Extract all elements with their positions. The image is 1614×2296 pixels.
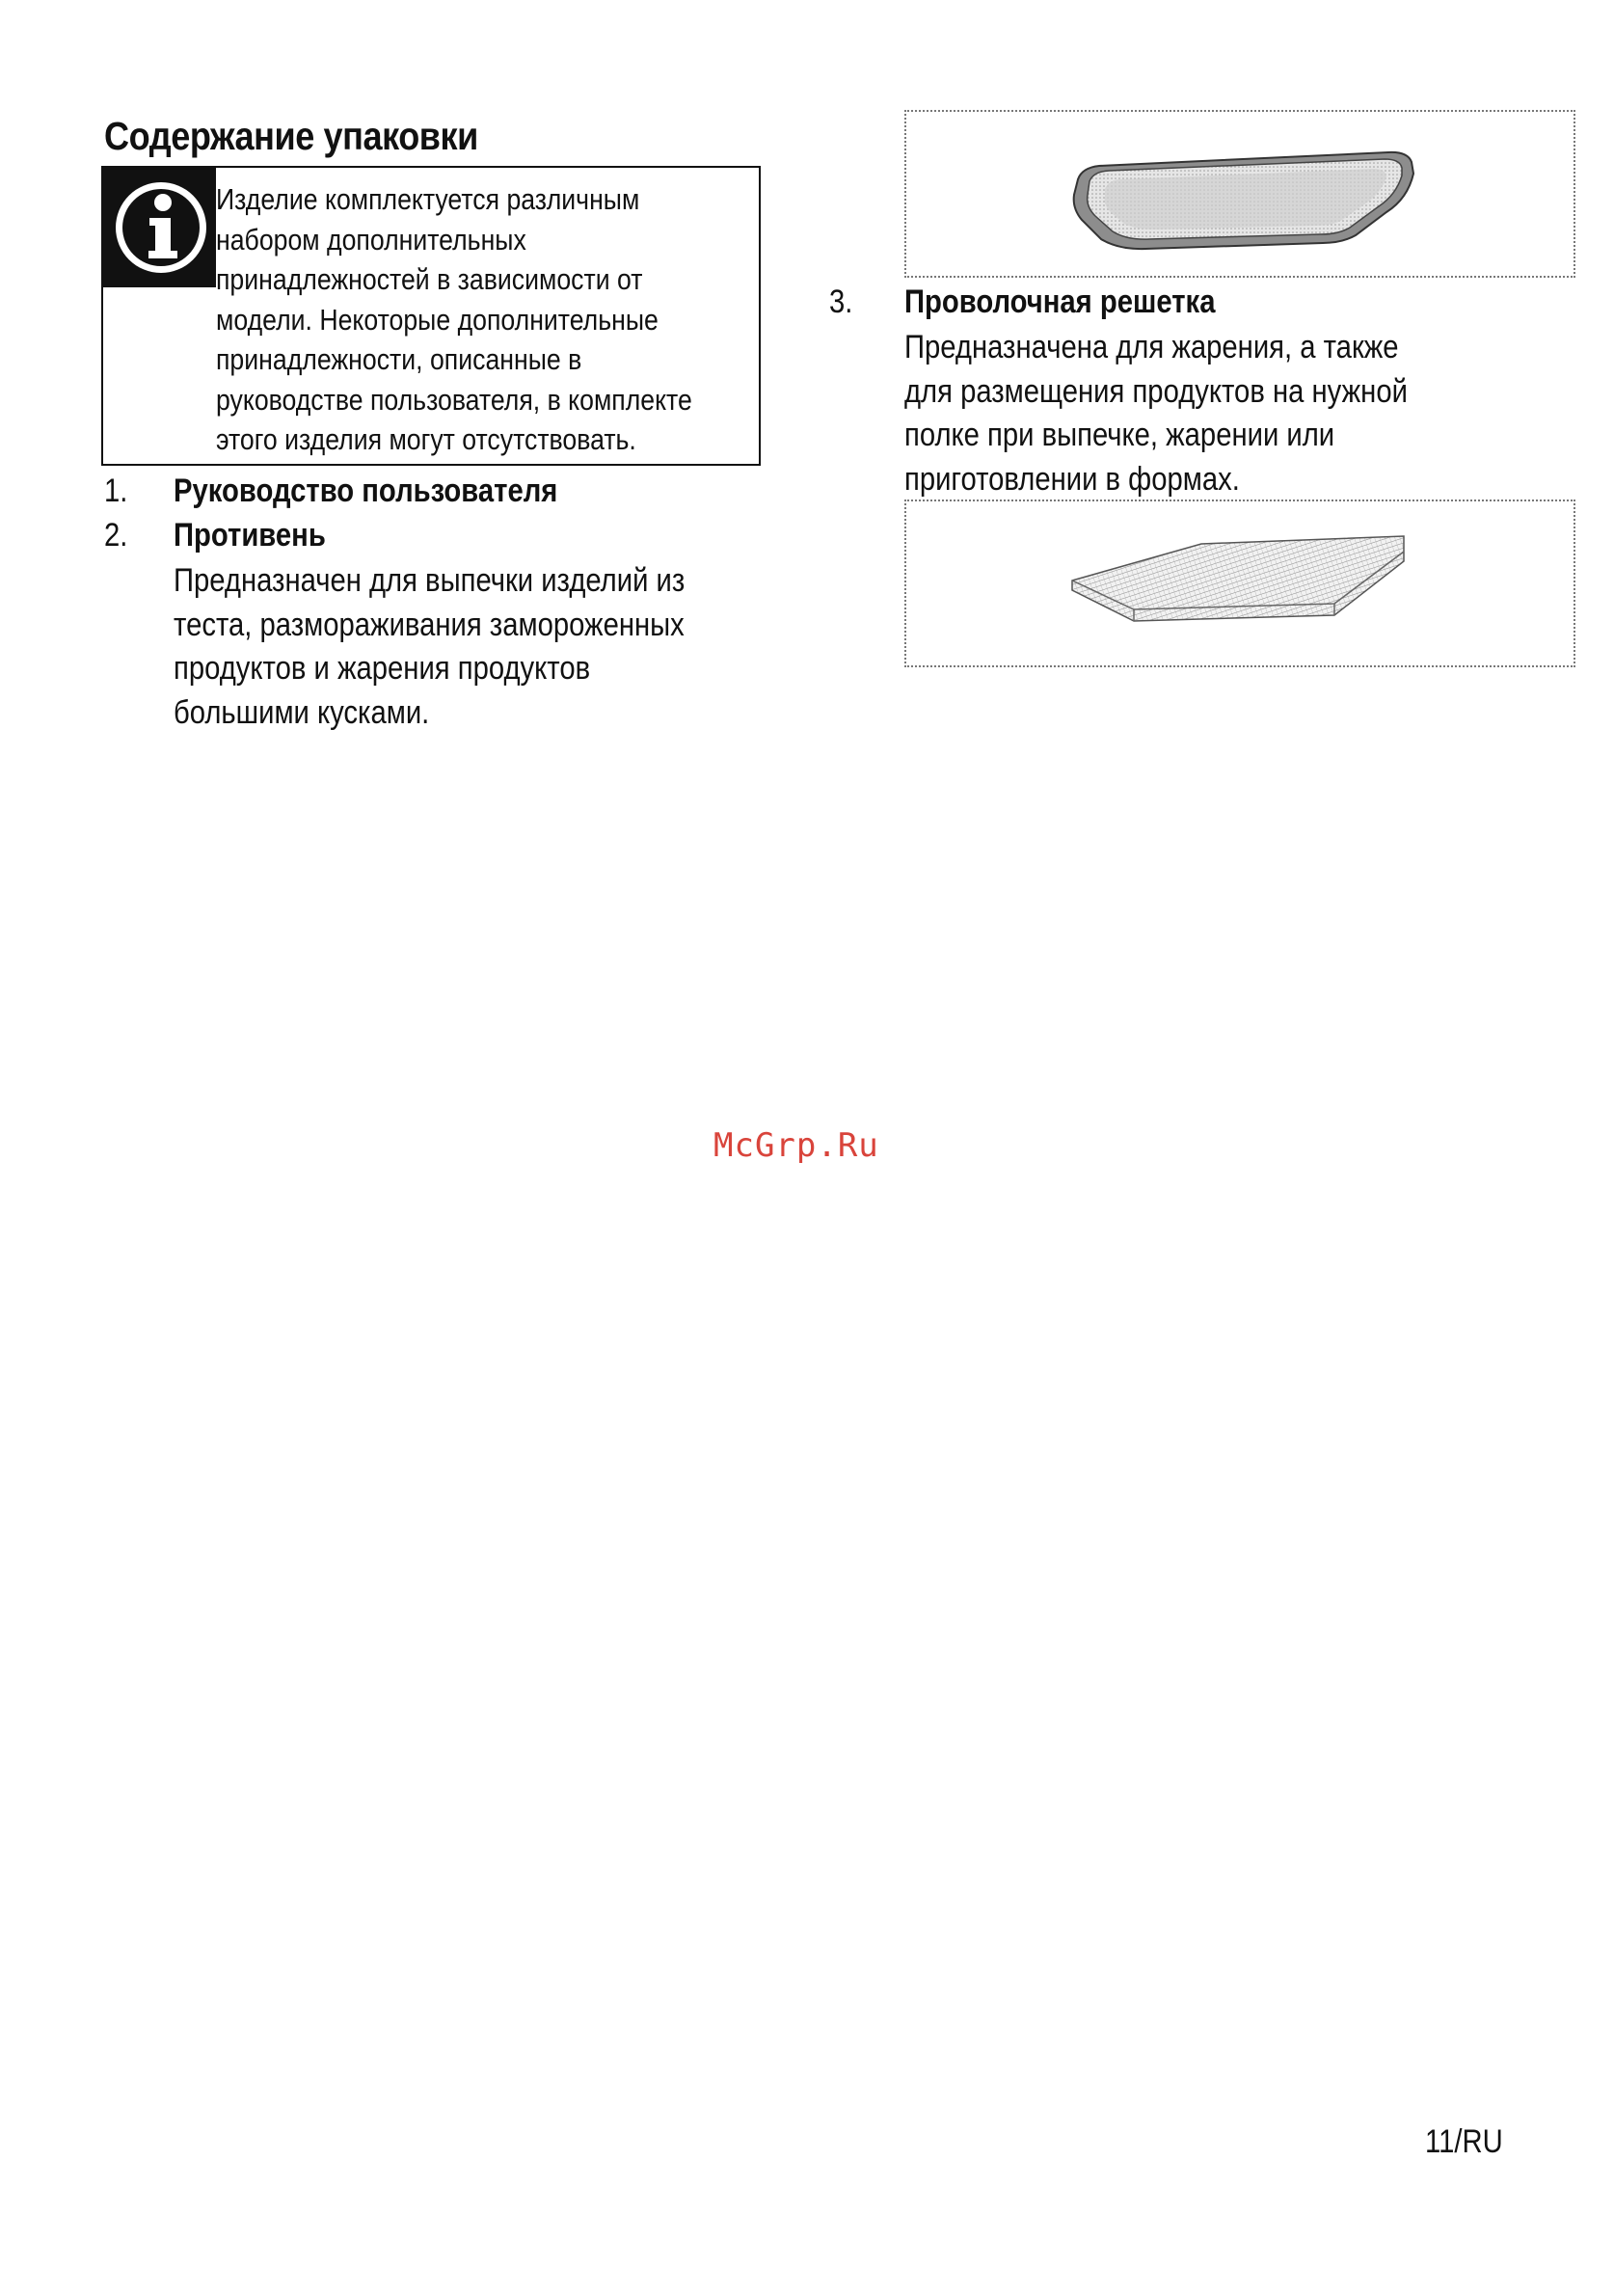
item-title-tray: Противень bbox=[174, 517, 326, 554]
info-note-line: модели. Некоторые дополнительные bbox=[216, 302, 659, 337]
baking-tray-image bbox=[904, 110, 1575, 278]
description-line: приготовлении в формах. bbox=[904, 460, 1240, 498]
page-title: Содержание упаковки bbox=[104, 114, 478, 158]
wire-grill-image bbox=[904, 500, 1575, 667]
description-line: Предназначен для выпечки изделий из bbox=[174, 562, 686, 599]
description-line: теста, размораживания замороженных bbox=[174, 606, 685, 643]
info-note-box bbox=[101, 166, 761, 466]
info-note-line: набором дополнительных bbox=[216, 222, 526, 257]
page-number: 11/RU bbox=[1425, 2123, 1503, 2160]
info-note-line: этого изделия могут отсутствовать. bbox=[216, 422, 636, 456]
item-description-grill bbox=[904, 326, 1408, 501]
description-line: Предназначена для жарения, а также bbox=[904, 329, 1399, 365]
info-note-line: руководстве пользователя, в комплекте bbox=[216, 382, 692, 417]
description-line: полке при выпечке, жарении или bbox=[904, 417, 1335, 453]
description-line: для размещения продуктов на нужной bbox=[904, 372, 1408, 410]
info-note-text bbox=[216, 179, 697, 460]
description-line: продуктов и жарения продуктов bbox=[174, 650, 591, 687]
item-number: 1. bbox=[104, 473, 128, 509]
item-title-manual: Руководство пользователя bbox=[174, 473, 558, 509]
item-number: 2. bbox=[104, 517, 128, 554]
info-note-line: принадлежности, описанные в bbox=[216, 342, 582, 376]
item-number: 3. bbox=[829, 284, 853, 320]
info-note-line: принадлежностей в зависимости от bbox=[216, 262, 643, 296]
info-note-line: Изделие комплектуется различным bbox=[216, 182, 640, 216]
watermark-text: McGrp.Ru bbox=[713, 1126, 879, 1165]
item-title-grill: Проволочная решетка bbox=[904, 284, 1216, 320]
description-line: большими кусками. bbox=[174, 693, 430, 731]
info-icon bbox=[103, 168, 216, 287]
item-description-tray bbox=[174, 559, 685, 735]
